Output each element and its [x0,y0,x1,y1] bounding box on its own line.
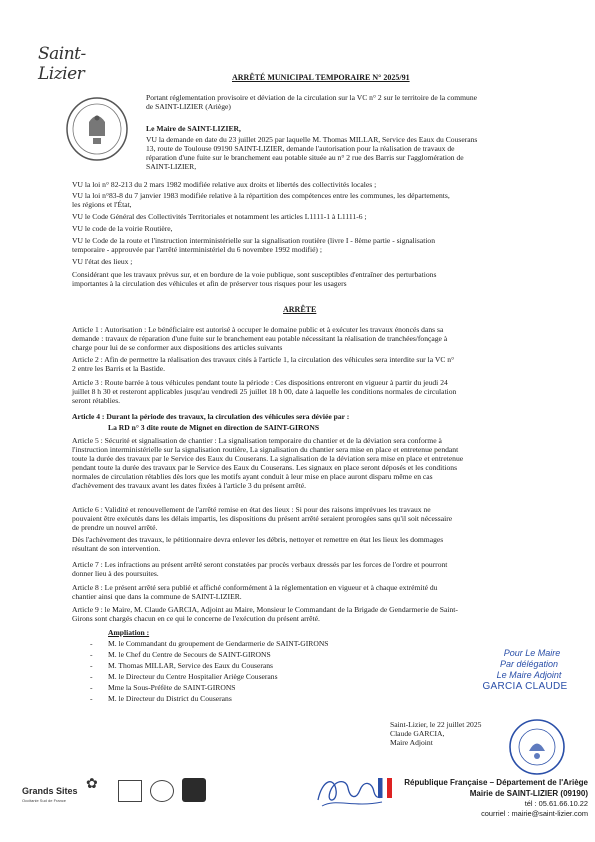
footer-email: courriel : mairie@saint-lizier.com [481,809,588,818]
list-item: M. le Directeur du Centre Hospitalier Ariège Couserans [108,672,278,681]
vu-line-5a: VU le Code de la route et l'instruction interministérielle sur la signalisation routière (livre I - 8ème partie - signalisation [72,236,436,245]
request-line-2: 13, route de Toulouse 09190 SAINT-LIZIER, demande l'autorisation pour la réalisation de travaux de [146,144,455,153]
article-3-line-2: juillet 8 h 30 et resteront applicables jusqu'au vendredi 25 juillet 18 h 00, date à laquelle les conditions normales de circulation [72,387,457,396]
article-2-line-2: 2 entre les Barris et la Bastide. [72,364,165,373]
footer-mairie: Mairie de SAINT-LIZIER (09190) [469,789,588,798]
marianne-icon [378,778,392,798]
stamp-line-4: GARCIA CLAUDE [482,681,568,692]
article-7-line-2: donner lieu à des poursuites. [72,569,159,578]
article-9-line-1: Article 9 : le Maire, M. Claude GARCIA, Adjoint au Maire, Monsieur le Commandant de la Brigade de Gendarmerie de Saint- [72,605,458,614]
ampliation-heading: Ampliation : [108,628,150,637]
mayor-line: Le Maire de SAINT-LIZIER, [146,124,241,133]
signature-role: Maire Adjoint [390,738,433,747]
list-item: Mme la Sous-Préfète de SAINT-GIRONS [108,683,236,692]
article-9-line-2: Girons sont chargés chacun en ce qui le concerne de l'exécution du présent arrêté. [72,614,320,623]
list-item: - [90,694,93,703]
article-5-line-6: d'achèvement des travaux avant les dates fixées à l'article 3 du présent arrêté. [72,481,307,490]
signature-name: Claude GARCIA, [390,729,445,738]
article-5-line-5: normales de circulation rétablies dès lors que les motifs ayant conduit à leur mise en place auront disparu même en cas [72,472,433,481]
vu-line-2a: VU la loi n°83-8 du 7 janvier 1983 modifiée relative à la répartition des compétences entre les communes, les départements, [72,191,450,200]
considerant-line-1: Considérant que les travaux prévus sur, et en bordure de la voie publique, sont susceptibles d'entraîner des perturbations [72,270,437,279]
article-5-line-1: Article 5 : Sécurité et signalisation de chantier : La signalisation temporaire du chantier et de la déviation sera conforme à [72,436,442,445]
article-1-line-3: charge pour lui de se conformer aux dispositions des articles suivants [72,343,283,352]
flower-icon: ✿ [86,777,98,792]
article-2-line-1: Article 2 : Afin de permettre la réalisation des travaux cités à l'article 1, la circulation des véhicules sera interdite sur la VC n° [72,355,455,364]
list-item: - [90,639,93,648]
article-6-line-2: pouvaient être exécutés dans les délais impartis, les dispositions du présent arrêté seraient prorogées sans qu'il soit nécessaire [72,514,453,523]
heritage-logo-icon [150,780,174,802]
article-5-line-4: pendant toute la durée des travaux par le Service des Eaux du Couserans. Les signaux en place seront déposés et les conditions [72,463,458,472]
vu-line-4: VU le code de la voirie Routière, [72,224,173,233]
article-4-line-2: La RD n° 3 dite route de Mignet en direction de SAINT-GIRONS [108,423,320,432]
mairie-seal-icon [508,718,566,776]
unesco-logo-icon [118,780,142,802]
vu-line-3: VU le Code Général des Collectivités Territoriales et notamment les articles L1111-1 à L1111-6 ; [72,212,367,221]
commune-logo-text: Saint-Lizier [38,44,86,84]
list-item: - [90,650,93,659]
article-6-line-4: Dès l'achèvement des travaux, le pétitionnaire devra enlever les débris, nettoyer et remettre en état les lieux les dommages [72,535,444,544]
article-3-line-3: seront rétablies. [72,396,121,405]
article-3-line-1: Article 3 : Route barrée à tous véhicules pendant toute la période : Ces dispositions entreront en vigueur à partir du jeudi 24 [72,378,448,387]
grands-sites-subtitle: Occitanie Sud de France [22,798,67,803]
grands-sites-title: Grands Sites [22,786,78,796]
article-1-line-2: demande : travaux de réparation d'une fuite sur le branchement eau potable nécessitant la réalisation de tranchées/fonçage à [72,334,448,343]
stamp-line-2: Par délégation [499,659,559,669]
vu-line-1: VU la loi n° 82-213 du 2 mars 1982 modifiée relative aux droits et libertés des collectivités locales ; [72,180,377,189]
considerant-line-2: importantes à la circulation des véhicules et afin de préserver tous risques pour les usagers [72,279,347,288]
list-item: M. le Commandant du groupement de Gendarmerie de SAINT-GIRONS [108,639,329,648]
footer-block [398,777,588,819]
grands-sites-logo [22,778,92,814]
arrete-heading: ARRÊTE [283,305,317,314]
request-line-4: SAINT-LIZIER, [146,162,197,171]
list-item: M. le Chef du Centre de Secours de SAINT-GIRONS [108,650,271,659]
article-5-line-2: l'instruction interministérielle sur la signalisation routière, La signalisation du chantier sera mise en place et entretenue pendant [72,445,459,454]
vu-line-6: VU l'état des lieux ; [72,257,133,266]
article-7-line-1: Article 7 : Les infractions au présent arrêté seront constatées par procès verbaux dressés par les forces de l'ordre et pourront [72,560,448,569]
delegation-stamp [470,648,580,700]
list-item: - [90,683,93,692]
commune-logo [34,36,124,84]
stamp-line-3: Le Maire Adjoint [496,670,562,680]
article-6-line-5: résultant de son intervention. [72,544,161,553]
article-1-line-1: Article 1 : Autorisation : Le bénéficiaire est autorisé à occuper le domaine public et à exécuter les travaux énoncés dans sa [72,325,444,334]
commune-seal-icon [64,96,130,162]
article-6-line-3: de prendre un nouvel arrêté. [72,523,158,532]
request-line-1: VU la demande en date du 23 juillet 2025 par laquelle M. Thomas MILLAR, Service des Eaux du Couserans [146,135,478,144]
signature-place-date: Saint-Lizier, le 22 juillet 2025 [390,720,482,729]
footer-tel: tél : 05.61.66.10.22 [524,799,588,808]
article-5-line-3: toute la durée des travaux par le Service des Eaux du Couserans. La signalisation de la déviation sera mise en place et entretenue [72,454,464,463]
vu-line-2b: les régions et l'État, [72,200,132,209]
subject-line-2: de SAINT-LIZIER (Ariège) [146,102,231,111]
request-line-3: réparation d'une fuite sur le branchement eau potable située au n° 2 rue des Barris sur l'agglomération de [146,153,464,162]
list-item: - [90,672,93,681]
article-8-line-2: chantier ainsi que dans la commune de SAINT-LIZIER. [72,592,242,601]
list-item: - [90,661,93,670]
article-8-line-1: Article 8 : Le présent arrêté sera publié et affiché conformément à la réglementation en vigueur et à chaque extrémité du [72,583,438,592]
stamp-line-1: Pour Le Maire [503,648,561,658]
list-item: M. Thomas MILLAR, Service des Eaux du Couserans [108,661,273,670]
page-title: ARRÊTÉ MUNICIPAL TEMPORAIRE N° 2025/91 [232,73,410,82]
subject-line-1: Portant réglementation provisoire et déviation de la circulation sur la VC n° 2 sur le territoire de la commune [146,93,478,102]
article-6-line-1: Article 6 : Validité et renouvellement de l'arrêté remise en état des lieux : Si pour des raisons imprévues les travaux ne [72,505,431,514]
list-item: M. le Directeur du District du Couserans [108,694,232,703]
footer-republic: République Française – Département de l'Ariège [404,778,588,787]
vu-line-5b: temporaire - approuvée par l'arrêté interministériel du 6 novembre 1992 modifié) ; [72,245,322,254]
article-4-line-1: Article 4 : Durant la période des travaux, la circulation des véhicules sera déviée par : [72,412,350,421]
camino-shell-icon [182,778,206,802]
